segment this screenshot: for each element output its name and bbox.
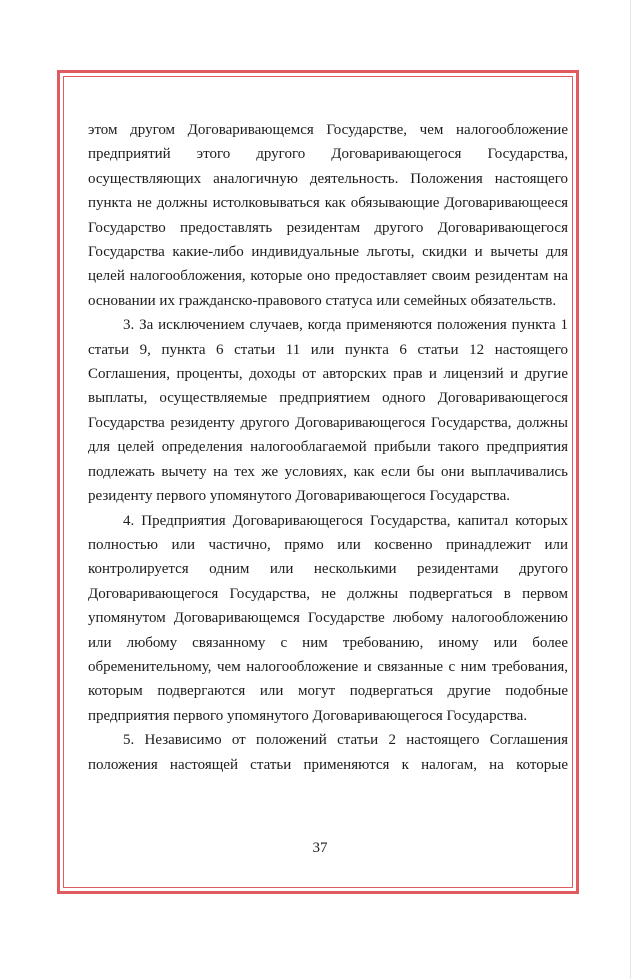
scan-edge-line: [630, 0, 631, 979]
page-number: 37: [312, 840, 328, 856]
paragraph-clause-5: 5. Независимо от положений статьи 2 настоящего Соглашения положения настоящей статьи применяются к налогам, на которые: [88, 732, 568, 773]
paragraph-clause-3: 3. За исключением случаев, когда применяются положения пункта 1 статьи 9, пункта 6 статьи 11 или пункта 6 статьи 12 настоящего Соглашения, проценты, доходы от авторских прав и лицензий и другие выплаты, осуществляемые предприятием одного Договаривающегося Государства резиденту другого Договаривающегося Государства, должны для целей определения налогооблагаемой прибыли такого предприятия подлежать вычету на тех же условиях, как если бы они выплачивались резиденту первого упомянутого Договаривающегося Государства.: [88, 317, 568, 505]
document-body: [88, 118, 568, 777]
paragraph-clause-4: 4. Предприятия Договаривающегося Государства, капитал которых полностью или частично, прямо или косвенно принадлежит или контролируется одним или несколькими резидентами другого Договаривающегося Государства, не должны подвергаться в первом упомянутом Договаривающемся Государстве любому налогообложению или любому связанному с ним требованию, иному или более обременительному, чем налогообложение и связанные с ним требования, которым подвергаются или могут подвергаться другие подобные предприятия первого упомянутого Договаривающегося Государства.: [88, 512, 568, 724]
paragraph-continuation: этом другом Договаривающемся Государстве, чем налогообложение предприятий этого другого Договаривающегося Государства, осуществляющих аналогичную деятельность. Положения настоящего пункта не должны истолковываться как обязывающие Договаривающееся Государство предоставлять резидентам другого Договаривающегося Государства какие-либо индивидуальные льготы, скидки и вычеты для целей налогообложения, которые оно предоставляет своим резидентам на основании их гражданско-правового статуса или семейных обязательств.: [88, 122, 568, 309]
